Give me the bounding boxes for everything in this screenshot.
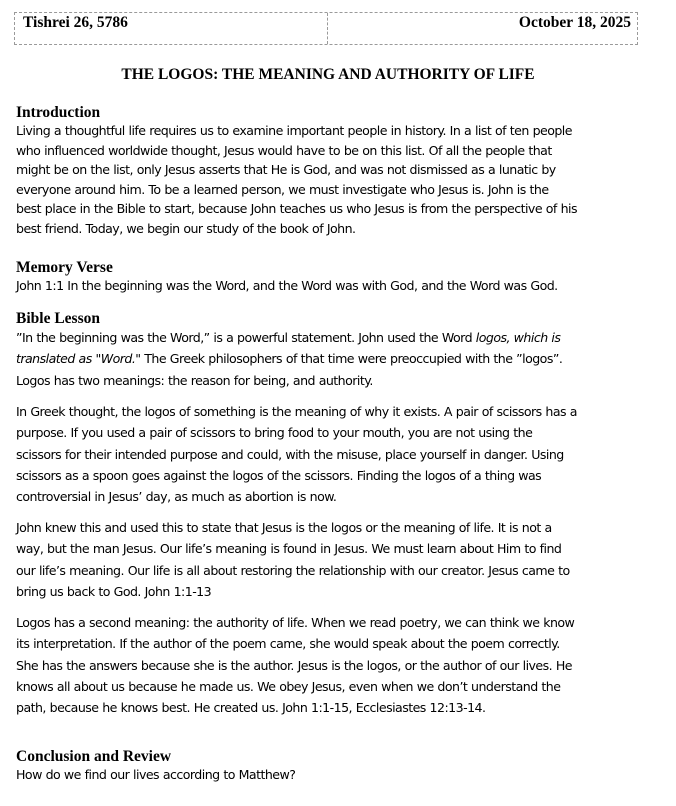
text-line: John 1:1 In the beginning was the Word, and the Word was with God, and the Word was God. [16, 278, 558, 293]
document-title: THE LOGOS: THE MEANING AND AUTHORITY OF LIFE [121, 66, 535, 83]
text-line: Logos has a second meaning: the authority of life. When we read poetry, we can think we know [16, 615, 575, 630]
text-line: In Greek thought, the logos of something is the meaning of why it exists. A pair of scissors has a [16, 404, 577, 419]
bible-lesson-paragraph-2 [16, 401, 646, 507]
text-line [16, 327, 646, 348]
italic-text-run: translated as "Word." [16, 351, 141, 367]
text-line: John knew this and used this to state that Jesus is the logos or the meaning of life. It is not a [16, 520, 552, 535]
conclusion-heading: Conclusion and Review [16, 748, 172, 765]
text-line: way, but the man Jesus. Our life’s meaning is found in Jesus. We must learn about Him to find [16, 541, 562, 557]
text-line: everyone around him. To be a learned person, we must investigate who Jesus is. John is the [16, 181, 549, 197]
bible-lesson-paragraph-1 [16, 327, 646, 391]
text-line: knows all about us because he made us. We obey Jesus, even when we don’t understand the [16, 678, 561, 694]
introduction-heading: Introduction [16, 104, 101, 121]
text-line: who influenced worldwide thought, Jesus would have to be on this list. Of all the people that [16, 142, 552, 158]
conclusion-text [16, 765, 646, 785]
text-line: path, because he knows best. He created us. John 1:1-15, Ecclesiastes 12:13-14. [16, 700, 486, 716]
text-line: might be on the list, only Jesus asserts that He is God, and was not dismissed as a lunatic by [16, 162, 556, 177]
text-line: How do we find our lives according to Matthew? [16, 767, 296, 782]
text-line: purpose. If you used a pair of scissors to bring food to your mouth, you are not using the [16, 425, 533, 441]
bible-lesson-paragraph-4 [16, 612, 646, 718]
memory-verse-text [16, 276, 646, 296]
text-line: scissors as a spoon goes against the logos of the scissors. Finding the logos of a thing was [16, 467, 542, 483]
text-line: scissors for their intended purpose and could, with the misuse, place yourself in danger. Using [16, 446, 564, 462]
hebrew-date: Tishrei 26, 5786 [15, 13, 328, 44]
text-line: best place in the Bible to start, because John teaches us who Jesus is from the perspective of his [16, 201, 577, 216]
text-line: our life’s meaning. Our life is all about restoring the relationship with our creator. Jesus came to [16, 562, 570, 578]
text-line: its interpretation. If the author of the poem came, she would speak about the poem correctly. [16, 636, 560, 652]
bible-lesson-paragraph-3 [16, 517, 646, 602]
memory-verse-heading: Memory Verse [16, 259, 113, 276]
text-run: The Greek philosophers of that time were preoccupied with the ”logos”. [140, 351, 563, 367]
italic-text-run: logos, which is [475, 330, 561, 345]
text-line: Living a thoughtful life requires us to examine important people in history. In a list of ten people [16, 123, 572, 138]
date-header-table [14, 12, 638, 45]
text-run: ”In the beginning was the Word,” is a powerful statement. John used the Word [16, 330, 476, 345]
text-line: controversial in Jesus’ day, as much as abortion is now. [16, 489, 337, 505]
introduction-paragraph [16, 121, 646, 238]
bible-lesson-heading: Bible Lesson [16, 310, 100, 327]
text-line: bring us back to God. John 1:1-13 [16, 583, 212, 599]
gregorian-date: October 18, 2025 [518, 14, 631, 31]
text-line: best friend. Today, we begin our study of the book of John. [16, 220, 356, 236]
text-line [16, 348, 646, 369]
text-line: Logos has two meanings: the reason for being, and authority. [16, 372, 373, 388]
text-line: She has the answers because she is the author. Jesus is the logos, or the author of our lives. He [16, 657, 572, 673]
